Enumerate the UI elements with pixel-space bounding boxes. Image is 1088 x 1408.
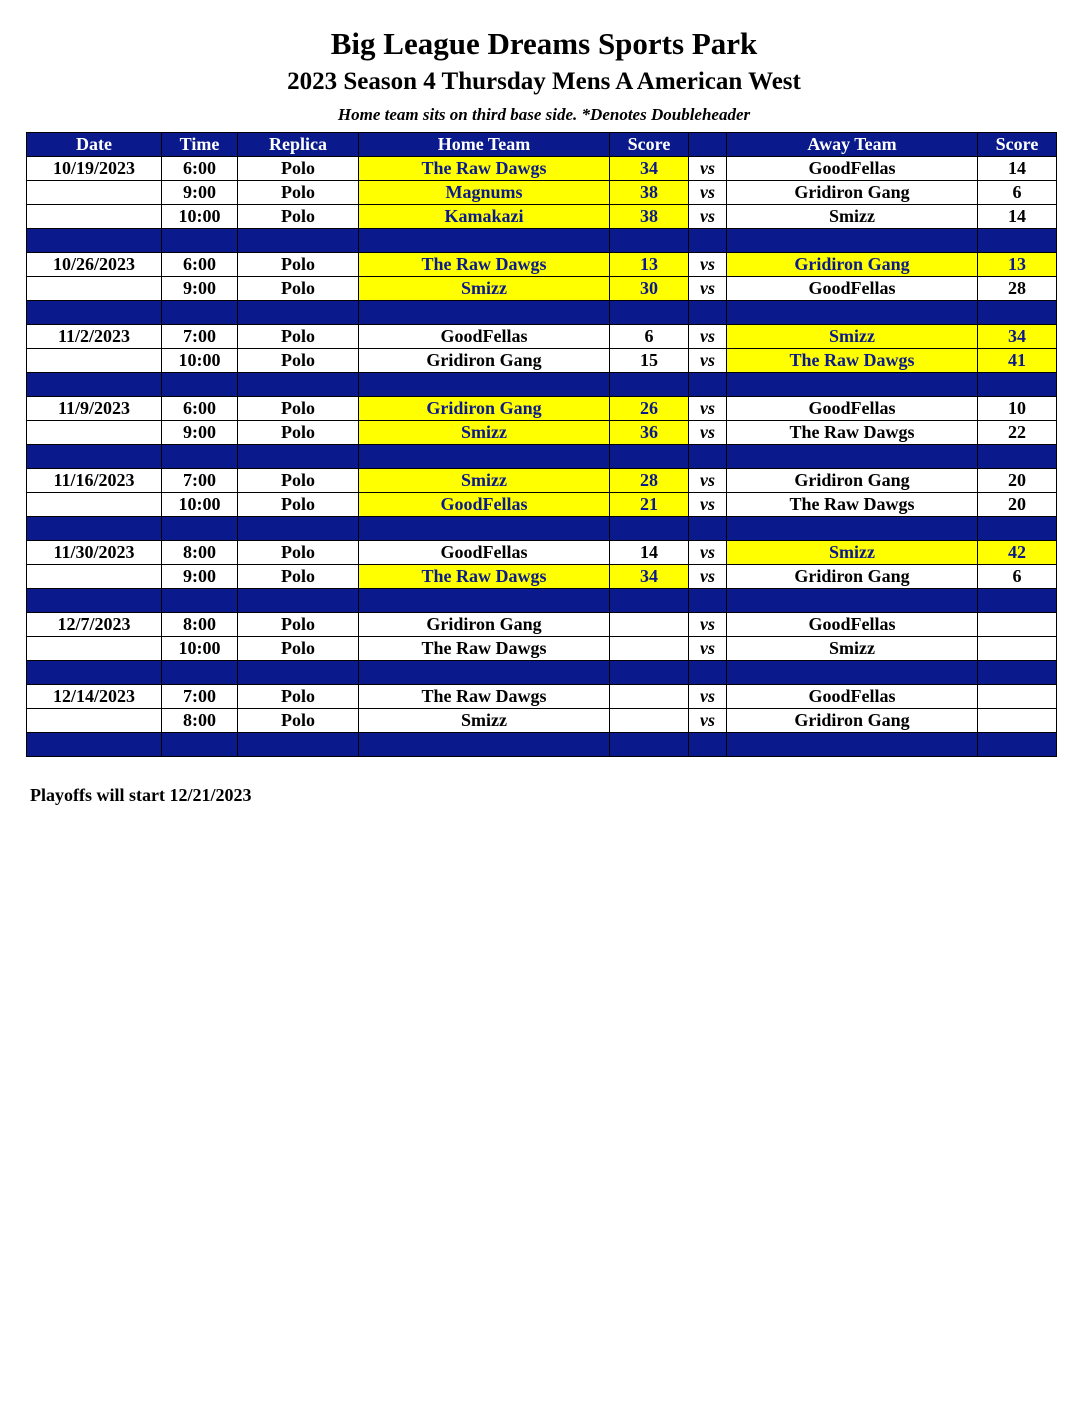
separator-cell [727, 445, 978, 469]
cell-away-score: 28 [978, 277, 1057, 301]
separator-cell [27, 661, 162, 685]
cell-time: 8:00 [162, 613, 238, 637]
separator-cell [162, 517, 238, 541]
cell-vs: vs [689, 349, 727, 373]
separator-cell [238, 445, 359, 469]
cell-home-team: GoodFellas [359, 541, 610, 565]
separator-cell [610, 373, 689, 397]
table-row [27, 397, 1057, 421]
separator-cell [978, 733, 1057, 757]
cell-away-score: 13 [978, 253, 1057, 277]
separator-cell [238, 229, 359, 253]
cell-home-score [610, 709, 689, 733]
table-row [27, 157, 1057, 181]
cell-home-score: 36 [610, 421, 689, 445]
table-row [27, 253, 1057, 277]
cell-home-score: 28 [610, 469, 689, 493]
separator-cell [689, 517, 727, 541]
header-row [27, 133, 1057, 157]
cell-vs: vs [689, 565, 727, 589]
cell-time: 10:00 [162, 637, 238, 661]
table-row [27, 205, 1057, 229]
schedule-body [27, 157, 1057, 757]
separator-cell [727, 301, 978, 325]
cell-replica: Polo [238, 349, 359, 373]
cell-vs: vs [689, 421, 727, 445]
cell-replica: Polo [238, 253, 359, 277]
cell-home-team: The Raw Dawgs [359, 565, 610, 589]
separator-cell [359, 733, 610, 757]
separator-cell [727, 661, 978, 685]
separator-cell [359, 517, 610, 541]
week-separator [27, 661, 1057, 685]
cell-away-score: 20 [978, 469, 1057, 493]
separator-cell [162, 229, 238, 253]
separator-cell [610, 445, 689, 469]
separator-cell [978, 445, 1057, 469]
header-home-team: Home Team [359, 133, 610, 157]
header-time: Time [162, 133, 238, 157]
separator-cell [162, 445, 238, 469]
cell-away-score: 42 [978, 541, 1057, 565]
cell-time: 10:00 [162, 493, 238, 517]
table-row [27, 685, 1057, 709]
cell-away-score: 41 [978, 349, 1057, 373]
separator-cell [689, 373, 727, 397]
cell-away-score [978, 613, 1057, 637]
cell-home-score: 15 [610, 349, 689, 373]
separator-cell [689, 301, 727, 325]
week-separator [27, 229, 1057, 253]
cell-away-team: Gridiron Gang [727, 469, 978, 493]
table-row [27, 565, 1057, 589]
cell-date: 11/9/2023 [27, 397, 162, 421]
cell-time: 8:00 [162, 709, 238, 733]
cell-home-team: The Raw Dawgs [359, 637, 610, 661]
cell-home-team: Gridiron Gang [359, 613, 610, 637]
cell-replica: Polo [238, 613, 359, 637]
cell-vs: vs [689, 637, 727, 661]
cell-away-score [978, 685, 1057, 709]
separator-cell [610, 733, 689, 757]
cell-replica: Polo [238, 181, 359, 205]
separator-cell [359, 373, 610, 397]
cell-home-team: GoodFellas [359, 493, 610, 517]
cell-home-score: 38 [610, 181, 689, 205]
cell-home-team: Smizz [359, 277, 610, 301]
table-row [27, 349, 1057, 373]
week-separator [27, 445, 1057, 469]
separator-cell [359, 589, 610, 613]
cell-vs: vs [689, 613, 727, 637]
cell-away-score: 6 [978, 565, 1057, 589]
separator-cell [162, 301, 238, 325]
week-separator [27, 733, 1057, 757]
cell-away-team: Smizz [727, 325, 978, 349]
separator-cell [238, 517, 359, 541]
cell-home-score: 14 [610, 541, 689, 565]
separator-cell [610, 301, 689, 325]
schedule-table [26, 132, 1057, 757]
cell-home-score [610, 637, 689, 661]
separator-cell [162, 733, 238, 757]
cell-replica: Polo [238, 685, 359, 709]
cell-home-score: 30 [610, 277, 689, 301]
cell-date [27, 709, 162, 733]
cell-home-team: Gridiron Gang [359, 397, 610, 421]
cell-away-team: The Raw Dawgs [727, 493, 978, 517]
cell-vs: vs [689, 181, 727, 205]
cell-away-team: The Raw Dawgs [727, 421, 978, 445]
cell-home-score: 26 [610, 397, 689, 421]
table-row [27, 325, 1057, 349]
cell-date: 12/14/2023 [27, 685, 162, 709]
cell-away-score: 14 [978, 157, 1057, 181]
separator-cell [689, 661, 727, 685]
playoffs-note: Playoffs will start 12/21/2023 [30, 785, 252, 805]
separator-cell [27, 301, 162, 325]
separator-cell [727, 589, 978, 613]
week-separator [27, 301, 1057, 325]
cell-replica: Polo [238, 397, 359, 421]
cell-replica: Polo [238, 157, 359, 181]
cell-time: 8:00 [162, 541, 238, 565]
separator-cell [162, 373, 238, 397]
cell-away-team: Smizz [727, 541, 978, 565]
cell-date: 11/30/2023 [27, 541, 162, 565]
table-row [27, 493, 1057, 517]
table-row [27, 613, 1057, 637]
cell-away-score: 22 [978, 421, 1057, 445]
separator-cell [978, 589, 1057, 613]
cell-away-team: Smizz [727, 205, 978, 229]
cell-time: 7:00 [162, 325, 238, 349]
cell-date [27, 181, 162, 205]
separator-cell [610, 517, 689, 541]
cell-home-team: Magnums [359, 181, 610, 205]
cell-date [27, 349, 162, 373]
separator-cell [27, 229, 162, 253]
cell-away-score: 20 [978, 493, 1057, 517]
cell-vs: vs [689, 685, 727, 709]
separator-cell [727, 733, 978, 757]
cell-home-score: 38 [610, 205, 689, 229]
separator-cell [978, 373, 1057, 397]
cell-home-score: 34 [610, 157, 689, 181]
separator-cell [978, 661, 1057, 685]
cell-date [27, 205, 162, 229]
cell-home-score: 13 [610, 253, 689, 277]
cell-replica: Polo [238, 277, 359, 301]
cell-replica: Polo [238, 325, 359, 349]
cell-time: 9:00 [162, 181, 238, 205]
separator-cell [978, 301, 1057, 325]
cell-away-team: GoodFellas [727, 277, 978, 301]
cell-replica: Polo [238, 469, 359, 493]
cell-away-team: Gridiron Gang [727, 709, 978, 733]
cell-vs: vs [689, 541, 727, 565]
header-vs [689, 133, 727, 157]
week-separator [27, 517, 1057, 541]
cell-vs: vs [689, 253, 727, 277]
table-row [27, 469, 1057, 493]
cell-home-score: 34 [610, 565, 689, 589]
cell-away-score: 6 [978, 181, 1057, 205]
cell-home-score [610, 685, 689, 709]
separator-cell [238, 733, 359, 757]
cell-away-team: Smizz [727, 637, 978, 661]
cell-away-team: The Raw Dawgs [727, 349, 978, 373]
cell-date: 10/19/2023 [27, 157, 162, 181]
separator-cell [610, 229, 689, 253]
cell-home-team: Smizz [359, 469, 610, 493]
cell-time: 10:00 [162, 349, 238, 373]
table-row [27, 541, 1057, 565]
cell-date [27, 565, 162, 589]
cell-home-team: The Raw Dawgs [359, 685, 610, 709]
separator-cell [238, 373, 359, 397]
separator-cell [162, 661, 238, 685]
table-row [27, 181, 1057, 205]
cell-away-team: GoodFellas [727, 613, 978, 637]
separator-cell [727, 229, 978, 253]
cell-home-team: GoodFellas [359, 325, 610, 349]
cell-away-score: 10 [978, 397, 1057, 421]
separator-cell [689, 589, 727, 613]
cell-vs: vs [689, 709, 727, 733]
cell-time: 6:00 [162, 253, 238, 277]
separator-cell [359, 661, 610, 685]
separator-cell [689, 733, 727, 757]
header-date: Date [27, 133, 162, 157]
cell-replica: Polo [238, 205, 359, 229]
cell-vs: vs [689, 493, 727, 517]
cell-time: 7:00 [162, 469, 238, 493]
cell-home-score: 21 [610, 493, 689, 517]
cell-home-team: Smizz [359, 709, 610, 733]
cell-date: 11/16/2023 [27, 469, 162, 493]
separator-cell [238, 661, 359, 685]
separator-cell [610, 661, 689, 685]
cell-time: 9:00 [162, 421, 238, 445]
cell-time: 6:00 [162, 397, 238, 421]
separator-cell [978, 229, 1057, 253]
separator-cell [27, 517, 162, 541]
separator-cell [359, 229, 610, 253]
cell-home-team: Smizz [359, 421, 610, 445]
cell-vs: vs [689, 397, 727, 421]
cell-date: 10/26/2023 [27, 253, 162, 277]
cell-time: 9:00 [162, 277, 238, 301]
header-replica: Replica [238, 133, 359, 157]
cell-vs: vs [689, 277, 727, 301]
week-separator [27, 373, 1057, 397]
cell-date [27, 493, 162, 517]
cell-away-team: Gridiron Gang [727, 565, 978, 589]
cell-home-score [610, 613, 689, 637]
separator-cell [238, 301, 359, 325]
cell-away-team: GoodFellas [727, 397, 978, 421]
cell-vs: vs [689, 157, 727, 181]
cell-replica: Polo [238, 541, 359, 565]
table-row [27, 637, 1057, 661]
table-row [27, 421, 1057, 445]
cell-date: 11/2/2023 [27, 325, 162, 349]
separator-cell [27, 589, 162, 613]
separator-cell [238, 589, 359, 613]
cell-home-team: The Raw Dawgs [359, 253, 610, 277]
cell-time: 9:00 [162, 565, 238, 589]
cell-time: 10:00 [162, 205, 238, 229]
cell-time: 7:00 [162, 685, 238, 709]
cell-away-team: GoodFellas [727, 685, 978, 709]
header-away-team: Away Team [727, 133, 978, 157]
separator-cell [727, 373, 978, 397]
separator-cell [610, 589, 689, 613]
page-title: Big League Dreams Sports Park [330, 26, 758, 61]
separator-cell [162, 589, 238, 613]
separator-cell [689, 229, 727, 253]
page-subtitle: 2023 Season 4 Thursday Mens A American West [287, 68, 801, 95]
separator-cell [689, 445, 727, 469]
cell-time: 6:00 [162, 157, 238, 181]
cell-date [27, 277, 162, 301]
cell-home-score: 6 [610, 325, 689, 349]
separator-cell [359, 301, 610, 325]
cell-away-team: Gridiron Gang [727, 253, 978, 277]
table-row [27, 709, 1057, 733]
cell-date [27, 637, 162, 661]
header-away-score: Score [978, 133, 1057, 157]
cell-away-team: GoodFellas [727, 157, 978, 181]
cell-date [27, 421, 162, 445]
home-team-note: Home team sits on third base side. *Denotes Doubleheader [337, 105, 751, 124]
cell-replica: Polo [238, 493, 359, 517]
cell-away-team: Gridiron Gang [727, 181, 978, 205]
cell-replica: Polo [238, 637, 359, 661]
cell-replica: Polo [238, 709, 359, 733]
cell-replica: Polo [238, 421, 359, 445]
cell-away-score: 34 [978, 325, 1057, 349]
cell-date: 12/7/2023 [27, 613, 162, 637]
cell-vs: vs [689, 469, 727, 493]
cell-away-score: 14 [978, 205, 1057, 229]
cell-home-team: The Raw Dawgs [359, 157, 610, 181]
header-home-score: Score [610, 133, 689, 157]
separator-cell [978, 517, 1057, 541]
separator-cell [727, 517, 978, 541]
separator-cell [27, 373, 162, 397]
cell-away-score [978, 709, 1057, 733]
separator-cell [359, 445, 610, 469]
cell-vs: vs [689, 325, 727, 349]
week-separator [27, 589, 1057, 613]
cell-home-team: Gridiron Gang [359, 349, 610, 373]
cell-away-score [978, 637, 1057, 661]
separator-cell [27, 445, 162, 469]
separator-cell [27, 733, 162, 757]
table-row [27, 277, 1057, 301]
cell-vs: vs [689, 205, 727, 229]
cell-home-team: Kamakazi [359, 205, 610, 229]
cell-replica: Polo [238, 565, 359, 589]
